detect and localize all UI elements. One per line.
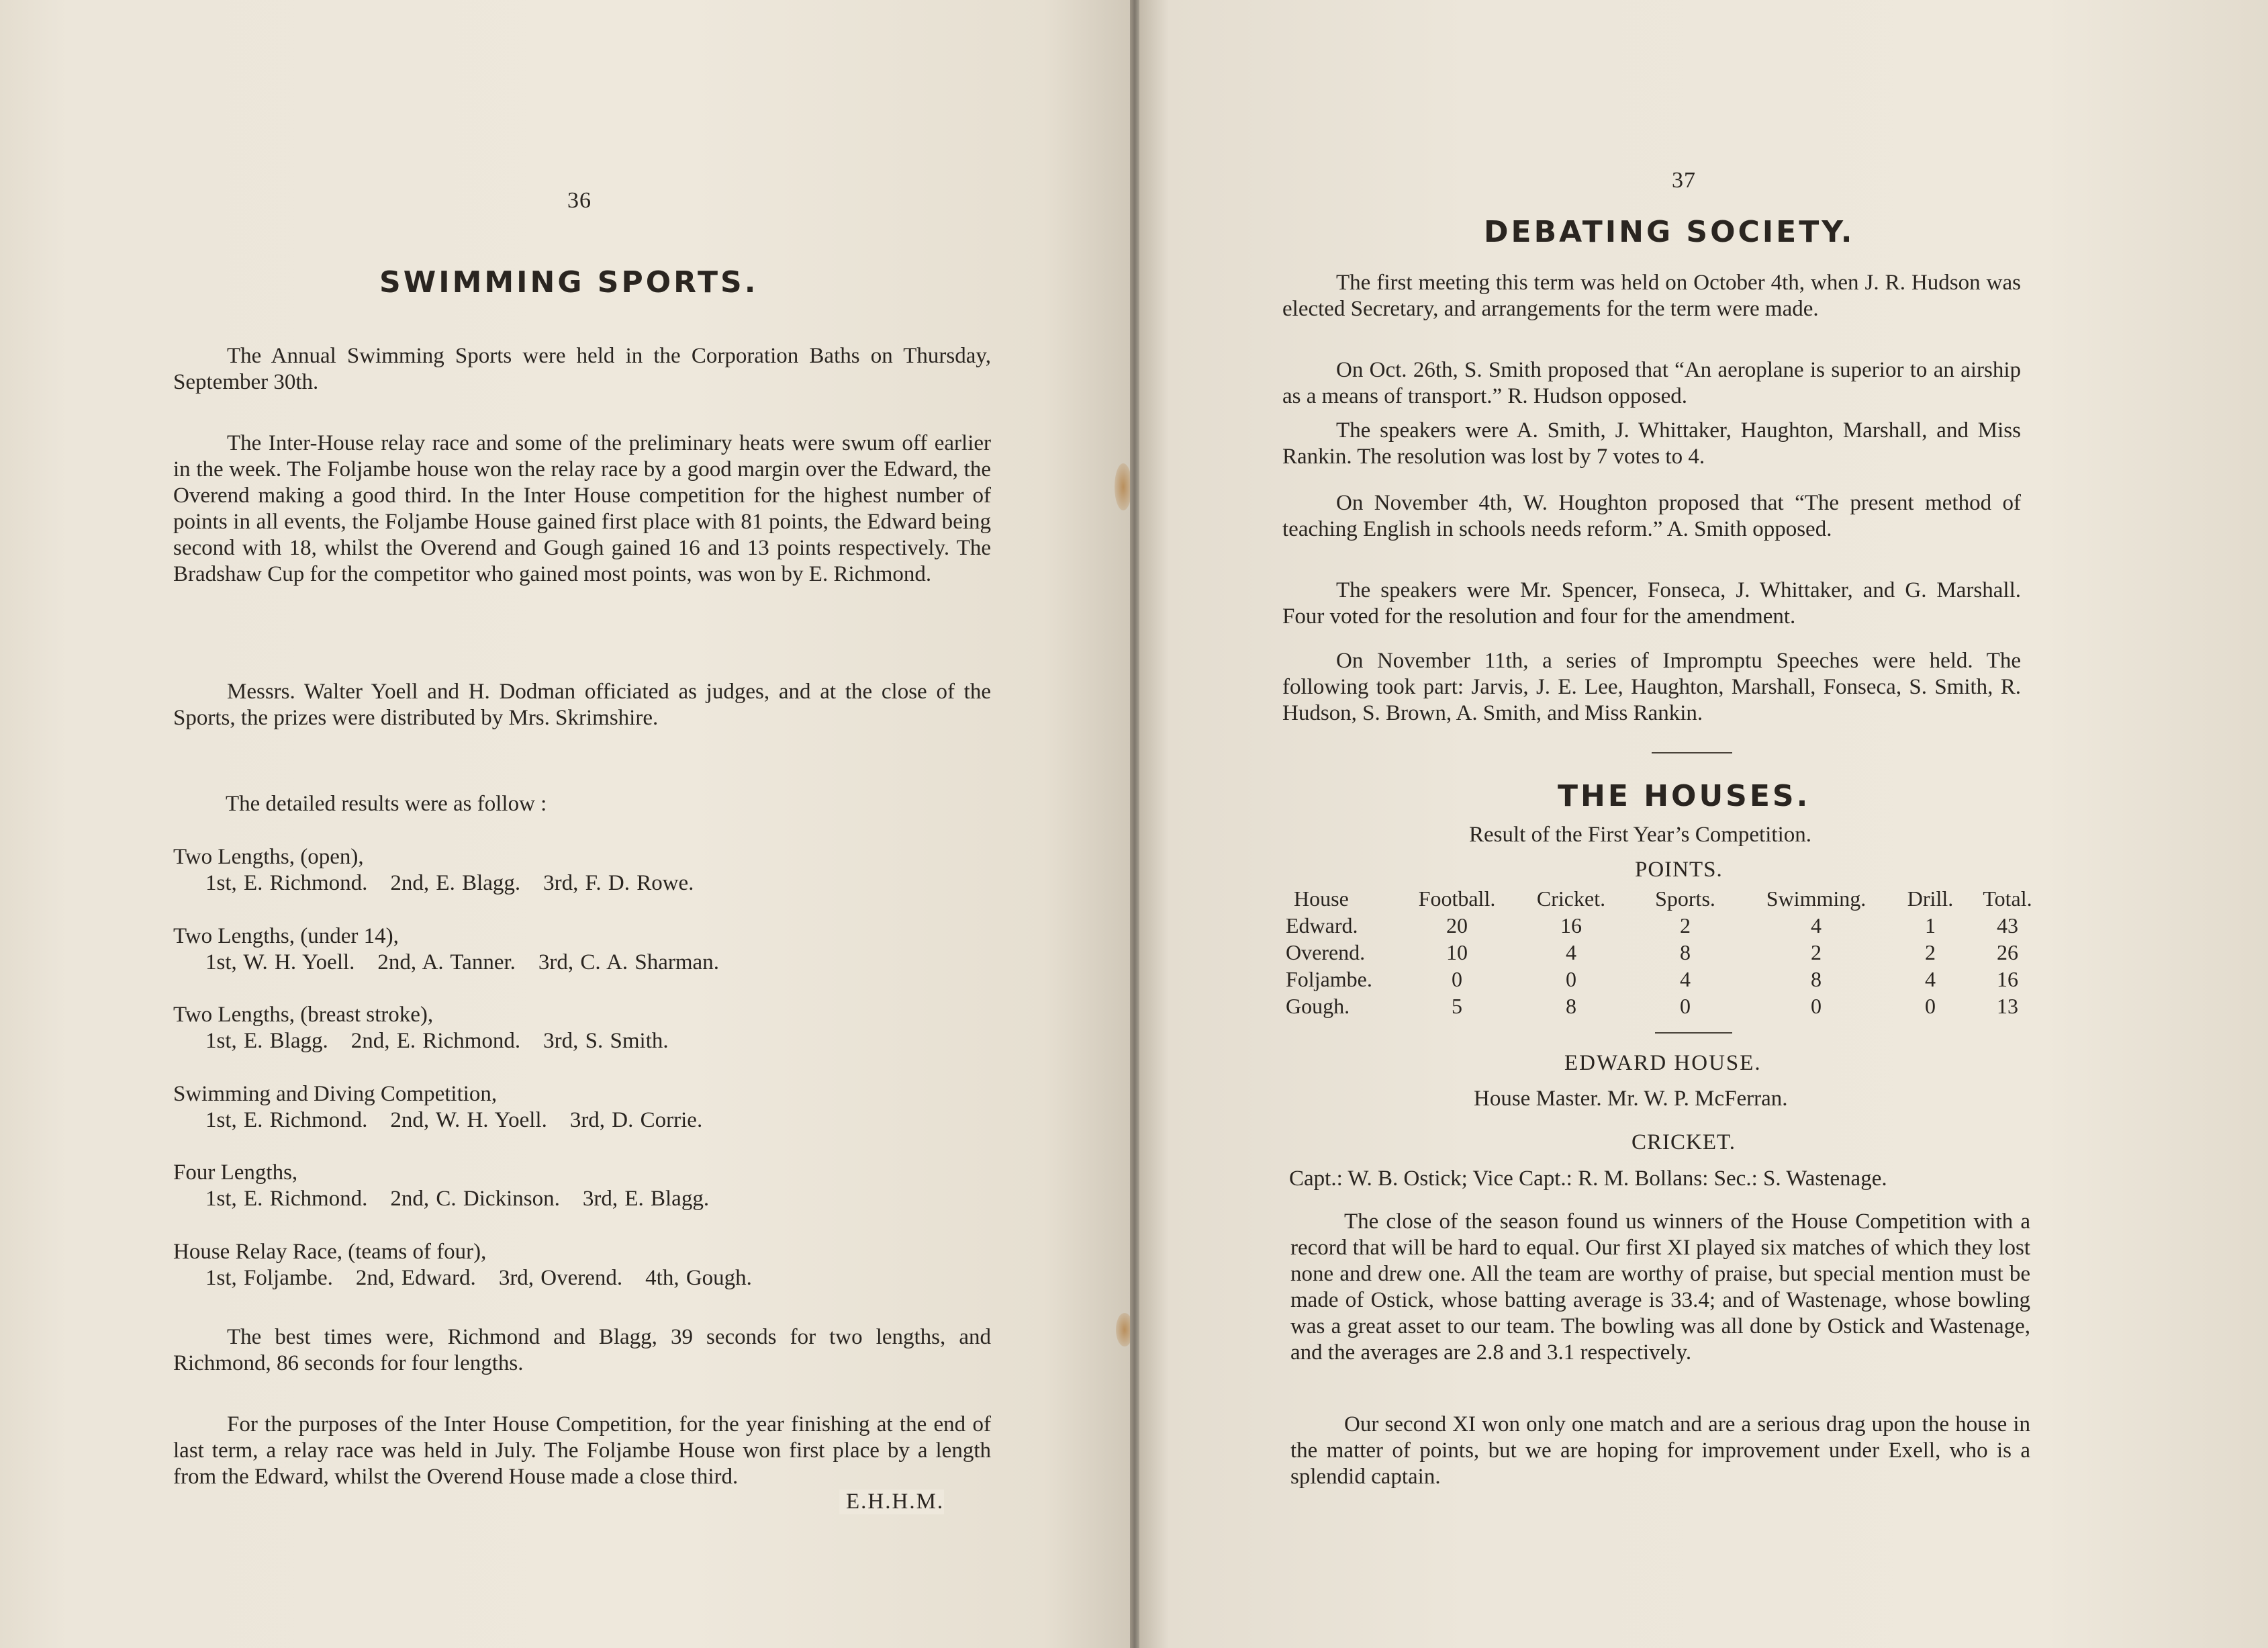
table-cell: 1 (1925, 913, 1936, 937)
cricket-officers: Capt.: W. B. Ostick; Vice Capt.: R. M. Bollans: Sec.: S. Wastenage. (1289, 1166, 1887, 1191)
table-cell: 0 (1452, 967, 1462, 991)
table-cell: 4 (1925, 967, 1936, 991)
column-header: Football. (1418, 886, 1496, 911)
table-cell: 26 (1997, 940, 2018, 964)
house-name: Foljambe. (1286, 967, 1372, 991)
table-row (1286, 993, 2024, 1019)
houses-subtitle: Result of the First Year’s Competition. (1469, 823, 1811, 847)
house-name: Gough. (1286, 994, 1350, 1018)
event-name: Two Lengths, (under 14), (173, 924, 399, 948)
event-places: 1st, Foljambe. 2nd, Edward. 3rd, Overend. 4th, Gough. (205, 1266, 752, 1290)
table-cell: 4 (1566, 940, 1576, 964)
intro-paragraph: The Inter-House relay race and some of the preliminary heats were swum off earlier in the week. The Foljambe house won the relay race by a good margin over the Edward, the Overend making a good third. In the Inter House competition for the highest number of points in all events, the Foljambe House gained first place with 81 points, the Edward being second with 18, whilst the Overend and Gough gained 16 and 13 points respectively. The Bradshaw Cup for the competitor who gained most points, was won by E. Richmond. (173, 431, 991, 586)
table-cell: 0 (1925, 994, 1936, 1018)
debating-paragraph: The speakers were Mr. Spencer, Fonseca, J. Whittaker, and G. Marshall. Four voted for the resolution and four for the amendment. (1282, 578, 2021, 629)
table-cell: 0 (1811, 994, 1822, 1018)
page-number: 37 (1672, 168, 1696, 193)
table-cell: 8 (1680, 940, 1691, 964)
table-cell: 8 (1566, 994, 1576, 1018)
section-title: DEBATING SOCIETY. (1484, 215, 1855, 249)
signature: E.H.H.M. (839, 1490, 944, 1514)
table-row (1286, 912, 2024, 939)
table-cell: 0 (1566, 967, 1576, 991)
event-places: 1st, E. Richmond. 2nd, C. Dickinson. 3rd, E. Blagg. (205, 1187, 710, 1211)
table-cell: 16 (1560, 913, 1582, 937)
table-cell: 4 (1680, 967, 1691, 991)
closing-paragraph: The best times were, Richmond and Blagg, 39 seconds for two lengths, and Richmond, 86 seconds for four lengths. (173, 1325, 991, 1375)
table-cell: 4 (1811, 913, 1822, 937)
table-cell: 2 (1925, 940, 1936, 964)
debating-paragraph: The first meeting this term was held on October 4th, when J. R. Hudson was elected Secretary, and arrangements for the term were made. (1282, 271, 2021, 321)
cricket-paragraph: The close of the season found us winners of the House Competition with a record that will be hard to equal. Our first XI played six matches of which they lost none and drew one. All the team are worthy of praise, but special mention must be made of Ostick, whose batting average is 33.4; and of Wastenage, whose bowling was a great asset to our team. The bowling was all done by Ostick and Wastenage, and the averages are 2.8 and 3.1 respectively. (1290, 1209, 2030, 1365)
debating-paragraph: On Oct. 26th, S. Smith proposed that “An aeroplane is superior to an airship as a means of transport.” R. Hudson opposed. (1282, 358, 2021, 408)
event-places: 1st, E. Richmond. 2nd, E. Blagg. 3rd, F. D. Rowe. (205, 871, 694, 895)
house-master: House Master. Mr. W. P. McFerran. (1474, 1087, 1788, 1111)
table-header-row (1286, 885, 2032, 912)
event-name: House Relay Race, (teams of four), (173, 1240, 487, 1264)
intro-paragraph: The Annual Swimming Sports were held in the Corporation Baths on Thursday, September 30th. (173, 344, 991, 394)
section-title: SWIMMING SPORTS. (379, 265, 759, 300)
event-name: Swimming and Diving Competition, (173, 1082, 498, 1106)
debating-paragraph: The speakers were A. Smith, J. Whittaker, Haughton, Marshall, and Miss Rankin. The resolution was lost by 7 votes to 4. (1282, 418, 2021, 469)
result-entry (173, 923, 742, 976)
book-spine (1130, 0, 1139, 1648)
table-cell: 0 (1680, 994, 1691, 1018)
result-entry (173, 1002, 692, 1054)
intro-paragraph: Messrs. Walter Yoell and H. Dodman officiated as judges, and at the close of the Sports, the prizes were distributed by Mrs. Skrimshire. (173, 680, 991, 730)
cricket-title: CRICKET. (1632, 1130, 1736, 1154)
column-header: House (1294, 886, 1349, 911)
page-number: 36 (567, 188, 592, 213)
event-name: Four Lengths, (173, 1160, 298, 1185)
table-cell: 13 (1997, 994, 2018, 1018)
table-cell: 43 (1997, 913, 2018, 937)
table-cell: 10 (1446, 940, 1468, 964)
table-cell: 20 (1446, 913, 1468, 937)
closing-paragraph: For the purposes of the Inter House Competition, for the year finishing at the end of last term, a relay race was held in July. The Foljambe House won first place by a length from the Edward, whilst the Overend House made a close third. (173, 1412, 991, 1489)
edward-house-title: EDWARD HOUSE. (1564, 1051, 1762, 1075)
column-header: Drill. (1907, 886, 1954, 911)
table-cell: 16 (1997, 967, 2018, 991)
column-header: Sports. (1655, 886, 1715, 911)
right-page (1135, 0, 2268, 1648)
points-label: POINTS. (1635, 858, 1723, 882)
cricket-paragraph: Our second XI won only one match and are a serious drag upon the house in the matter of points, but we are hoping for improvement under Exell, who is a splendid captain. (1290, 1412, 2030, 1489)
event-places: 1st, E. Richmond. 2nd, W. H. Yoell. 3rd, D. Corrie. (205, 1108, 703, 1132)
event-name: Two Lengths, (breast stroke), (173, 1003, 434, 1027)
house-name: Overend. (1286, 940, 1366, 964)
table-row (1286, 966, 2024, 993)
event-name: Two Lengths, (open), (173, 845, 364, 869)
result-entry (173, 844, 716, 897)
table-cell: 2 (1680, 913, 1691, 937)
debating-paragraph: On November 4th, W. Houghton proposed that “The present method of teaching English in schools needs reform.” A. Smith opposed. (1282, 491, 2021, 541)
result-entry (173, 1239, 775, 1291)
results-intro: The detailed results were as follow : (226, 792, 547, 816)
debating-paragraph: On November 11th, a series of Impromptu Speeches were held. The following took part: Jarvis, J. E. Lee, Haughton, Marshall, Fonseca, S. Smith, R. Hudson, S. Brown, A. Smith, and Miss Rankin. (1282, 649, 2021, 725)
table-cell: 2 (1811, 940, 1822, 964)
column-header: Swimming. (1766, 886, 1867, 911)
event-places: 1st, E. Blagg. 2nd, E. Richmond. 3rd, S. Smith. (205, 1029, 669, 1053)
table-cell: 5 (1452, 994, 1462, 1018)
section-divider (1655, 1032, 1732, 1034)
result-entry (173, 1160, 732, 1212)
section-divider (1652, 752, 1732, 753)
table-row (1286, 939, 2024, 966)
house-name: Edward. (1286, 913, 1358, 937)
table-cell: 8 (1811, 967, 1822, 991)
houses-title: THE HOUSES. (1558, 779, 1811, 813)
event-places: 1st, W. H. Yoell. 2nd, A. Tanner. 3rd, C. A. Sharman. (205, 950, 719, 974)
column-header: Total. (1983, 886, 2032, 911)
result-entry (173, 1081, 725, 1134)
column-header: Cricket. (1536, 886, 1606, 911)
points-table (1286, 885, 2032, 1019)
